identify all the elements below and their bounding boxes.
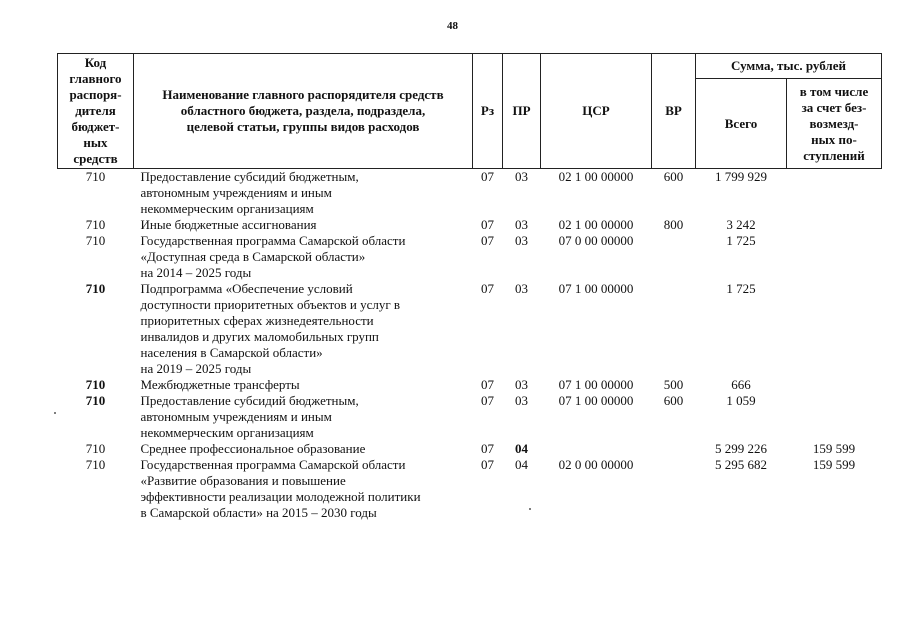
cell-pr: 03 xyxy=(515,393,528,408)
name-line: автономным учреждениям и иным xyxy=(140,409,332,424)
name-line: «Развитие образования и повышение xyxy=(140,473,346,488)
page-number: 48 xyxy=(447,20,458,32)
cell-csr xyxy=(541,441,652,457)
cell-csr: 02 1 00 00000 xyxy=(558,169,634,184)
cell-rz: 07 xyxy=(481,377,494,392)
cell-free xyxy=(787,281,882,377)
cell-total: 1 799 929 xyxy=(715,169,767,184)
name-line: Предоставление субсидий бюджетным, xyxy=(140,393,359,408)
table-header xyxy=(58,54,882,169)
cell-name xyxy=(134,441,473,457)
name-line: «Доступная среда в Самарской области» xyxy=(140,249,366,264)
cell-csr: 07 1 00 00000 xyxy=(558,377,634,392)
cell-pr: 03 xyxy=(515,377,528,392)
cell-code: 710 xyxy=(85,217,106,232)
cell-free xyxy=(787,393,882,441)
cell-name xyxy=(134,457,473,521)
name-line: Государственная программа Самарской области xyxy=(140,233,406,248)
cell-free xyxy=(787,377,882,393)
header-free: в том числе за счет без- возмезд- ных по- ступлений xyxy=(787,79,882,169)
cell-code: 710 xyxy=(85,377,106,392)
cell-pr: 03 xyxy=(515,217,528,232)
header-rz: Рз xyxy=(473,54,503,169)
name-line: Предоставление субсидий бюджетным, xyxy=(140,169,359,184)
cell-vr: 600 xyxy=(663,169,684,184)
cell-total: 1 059 xyxy=(726,393,756,408)
name-line: Подпрограмма «Обеспечение условий xyxy=(140,281,353,296)
budget-table xyxy=(57,53,882,521)
name-line: некоммерческим организациям xyxy=(140,425,314,440)
cell-code: 710 xyxy=(85,169,106,184)
name-line: Иные бюджетные ассигнования xyxy=(140,217,317,232)
name-line: автономным учреждениям и иным xyxy=(140,185,332,200)
cell-csr: 07 1 00 00000 xyxy=(558,393,634,408)
table-row xyxy=(58,169,882,218)
cell-rz: 07 xyxy=(481,441,494,456)
cell-total: 1 725 xyxy=(726,281,756,296)
cell-total: 666 xyxy=(731,377,751,392)
name-line: на 2019 – 2025 годы xyxy=(140,361,252,376)
table-row xyxy=(58,281,882,377)
cell-vr xyxy=(652,233,696,281)
cell-total: 1 725 xyxy=(726,233,756,248)
cell-pr: 03 xyxy=(515,281,528,296)
cell-name xyxy=(134,217,473,233)
cell-vr: 800 xyxy=(663,217,684,232)
header-vr: ВР xyxy=(652,54,696,169)
header-code: Код главного распоря- дителя бюджет- ных средств xyxy=(58,54,134,169)
header-name: Наименование главного распорядителя средств областного бюджета, раздела, подраздела, целевой статьи, группы видов расходов xyxy=(134,54,473,169)
cell-total: 5 295 682 xyxy=(715,457,767,472)
cell-free: 159 599 xyxy=(812,457,856,472)
header-sum-group: Сумма, тыс. рублей xyxy=(696,54,882,79)
cell-rz: 07 xyxy=(481,281,494,296)
cell-csr: 07 0 00 00000 xyxy=(558,233,634,248)
header-csr: ЦСР xyxy=(541,54,652,169)
cell-free xyxy=(787,233,882,281)
header-pr: ПР xyxy=(503,54,541,169)
cell-vr: 500 xyxy=(663,377,684,392)
name-line: приоритетных сферах жизнедеятельности xyxy=(140,313,374,328)
cell-total: 3 242 xyxy=(726,217,756,232)
name-line: эффективности реализации молодежной политики xyxy=(140,489,421,504)
cell-pr: 03 xyxy=(515,233,528,248)
name-line: в Самарской области» на 2015 – 2030 годы xyxy=(140,505,377,520)
cell-pr: 04 xyxy=(515,457,528,472)
name-line: инвалидов и других маломобильных групп xyxy=(140,329,379,344)
cell-name xyxy=(134,377,473,393)
cell-rz: 07 xyxy=(481,217,494,232)
cell-pr: 04 xyxy=(515,441,528,456)
header-total: Всего xyxy=(696,79,787,169)
cell-vr xyxy=(652,441,696,457)
cell-vr xyxy=(652,281,696,377)
cell-free: 159 599 xyxy=(812,441,856,456)
cell-total: 5 299 226 xyxy=(715,441,767,456)
cell-name xyxy=(134,233,473,281)
table-row xyxy=(58,217,882,233)
cell-free xyxy=(787,169,882,218)
table-body xyxy=(58,169,882,522)
cell-name xyxy=(134,393,473,441)
table-row xyxy=(58,393,882,441)
cell-code: 710 xyxy=(85,457,106,472)
cell-csr: 02 1 00 00000 xyxy=(558,217,634,232)
name-line: некоммерческим организациям xyxy=(140,201,314,216)
name-line: на 2014 – 2025 годы xyxy=(140,265,252,280)
name-line: Межбюджетные трансферты xyxy=(140,377,300,392)
cell-code: 710 xyxy=(85,393,106,408)
cell-rz: 07 xyxy=(481,169,494,184)
name-line: Государственная программа Самарской области xyxy=(140,457,406,472)
cell-vr: 600 xyxy=(663,393,684,408)
table-row xyxy=(58,377,882,393)
name-line: населения в Самарской области» xyxy=(140,345,323,360)
cell-code: 710 xyxy=(85,233,106,248)
cell-code: 710 xyxy=(85,281,106,296)
cell-csr: 02 0 00 00000 xyxy=(558,457,634,472)
scan-speck xyxy=(529,508,531,510)
table-row xyxy=(58,441,882,457)
table-row xyxy=(58,233,882,281)
cell-rz: 07 xyxy=(481,457,494,472)
cell-code: 710 xyxy=(85,441,106,456)
scan-speck xyxy=(54,412,56,414)
cell-name xyxy=(134,169,473,218)
cell-name xyxy=(134,281,473,377)
cell-vr xyxy=(652,457,696,521)
table-row xyxy=(58,457,882,521)
cell-csr: 07 1 00 00000 xyxy=(558,281,634,296)
name-line: доступности приоритетных объектов и услуг в xyxy=(140,297,401,312)
cell-pr: 03 xyxy=(515,169,528,184)
cell-rz: 07 xyxy=(481,233,494,248)
cell-rz: 07 xyxy=(481,393,494,408)
name-line: Среднее профессиональное образование xyxy=(140,441,366,456)
cell-free xyxy=(787,217,882,233)
